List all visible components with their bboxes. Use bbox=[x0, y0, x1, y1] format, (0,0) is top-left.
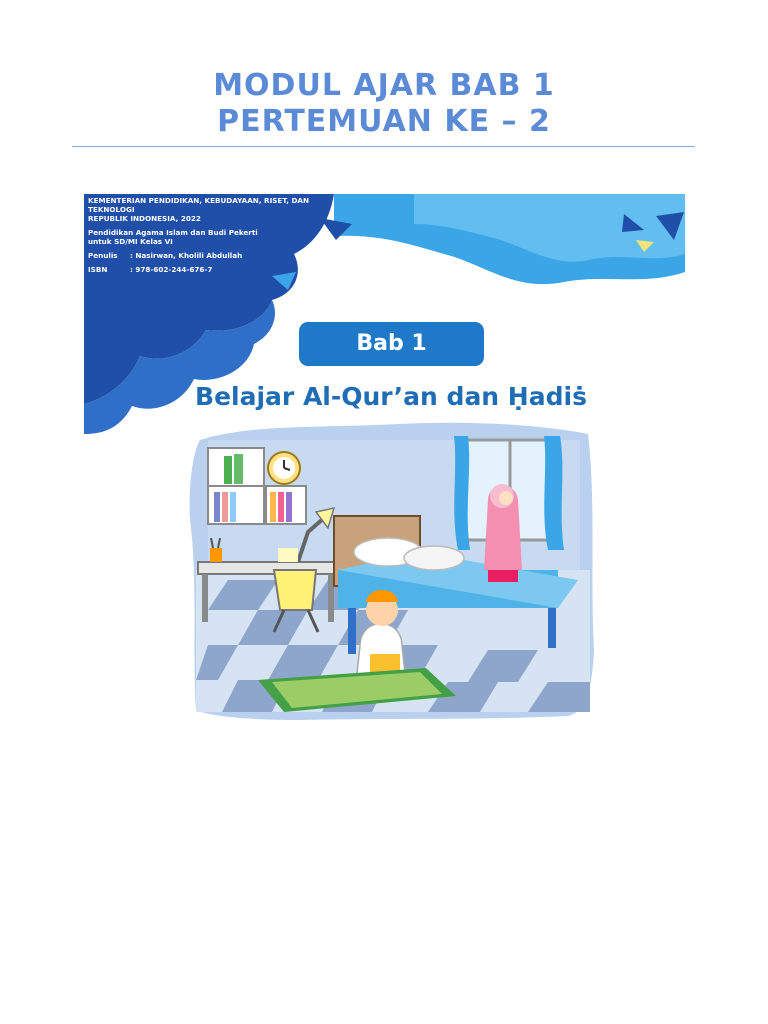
book-title-line-2: untuk SD/MI Kelas VI bbox=[88, 237, 173, 246]
page-title bbox=[0, 68, 768, 140]
book-title-line-1: Pendidikan Agama Islam dan Budi Pekerti bbox=[88, 228, 258, 237]
title-line-1: MODUL AJAR BAB 1 bbox=[213, 68, 555, 103]
illustration-boy-praying-bedroom bbox=[188, 420, 596, 720]
author-value: : Nasirwan, Kholili Abdullah bbox=[130, 251, 243, 260]
isbn-row bbox=[88, 265, 328, 274]
cover-publisher-info bbox=[88, 196, 328, 274]
isbn-label: ISBN bbox=[88, 265, 108, 274]
isbn-value: : 978-602-244-676-7 bbox=[130, 265, 213, 274]
publisher-line-1: KEMENTERIAN PENDIDIKAN, KEBUDAYAAN, RISET, DAN TEKNOLOGI bbox=[88, 196, 309, 214]
author-label: Penulis bbox=[88, 251, 118, 260]
chapter-title: Belajar Al-Qur’an dan Ḥadiṡ bbox=[195, 382, 587, 411]
publisher-line-2: REPUBLIK INDONESIA, 2022 bbox=[88, 214, 201, 223]
title-divider bbox=[72, 146, 695, 147]
chapter-badge: Bab 1 bbox=[299, 322, 484, 366]
book-cover-image bbox=[84, 194, 685, 737]
title-line-2: PERTEMUAN KE – 2 bbox=[217, 104, 551, 139]
author-row bbox=[88, 251, 328, 260]
